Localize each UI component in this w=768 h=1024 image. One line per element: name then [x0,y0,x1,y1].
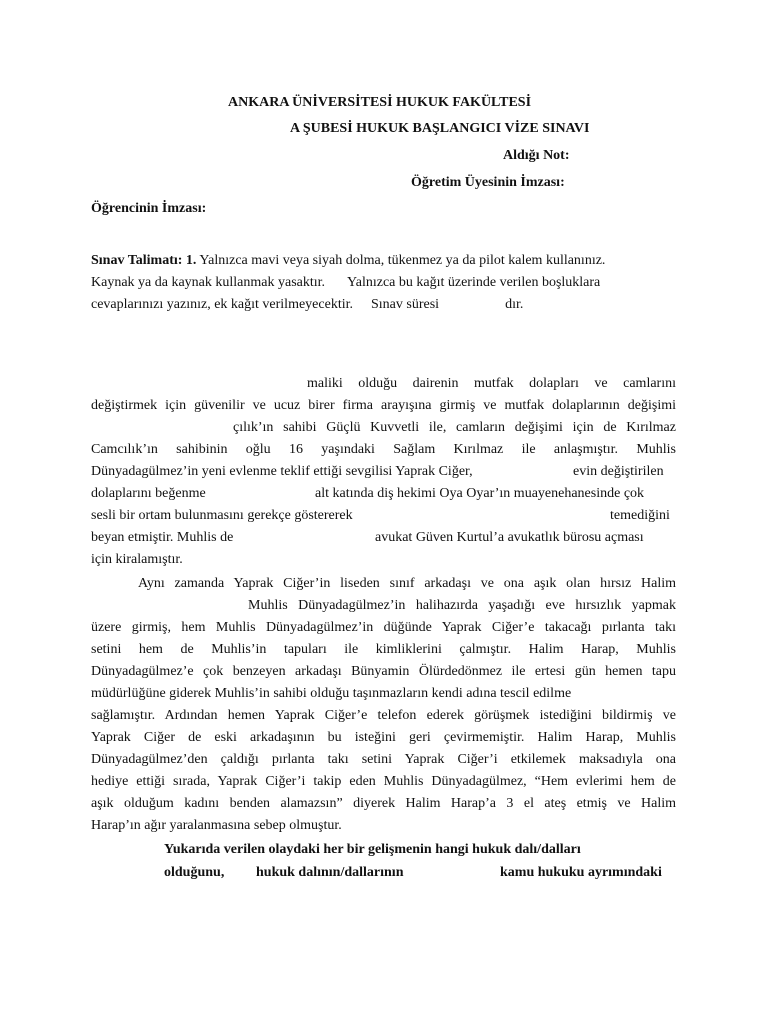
instructions-text-2a: Kaynak ya da kaynak kullanmak yasaktır. [91,275,326,290]
case-line: Harap’ın ağır yaralanmasına sebep olmuştur. [91,818,342,833]
case-line: üzere girmiş, hem Muhlis Dünyadagülmez’in düğünde Yaprak Ciğer’e takacağı pırlanta takı [91,620,676,635]
case-line: Camcılık’ın sahibinin oğlu 16 yaşındaki Sağlam Kırılmaz ile anlaşmıştır. Muhlis [91,442,676,457]
student-signature-label: Öğrencinin İmzası: [91,201,207,216]
case-line: müdürlüğüne giderek Muhlis’in sahibi olduğu taşınmazların kendi adına tescil edilme [91,686,572,701]
case-line: aşık olduğum kadını benden alamazsın” diyerek Halim Harap’a 3 el ateş etmiş ve Halim [91,796,676,811]
instructions-line-1 [91,253,605,269]
case-line: beyan etmiştir. Muhlis de [91,530,234,545]
case-line: için kiralamıştır. [91,552,183,567]
instructions-text-2b: Yalnızca bu kağıt üzerinde verilen boşluklara [347,275,601,290]
university-title: ANKARA ÜNİVERSİTESİ HUKUK FAKÜLTESİ [228,95,532,110]
case-line: Dünyadagülmez’e çok benzeyen arkadaşı Bünyamin Ölürdedönmez ile ertesi gün hemen tapu [91,664,676,679]
case-line: sesli bir ortam bulunmasını gerekçe göstererek [91,508,353,523]
case-line: Dünyadagülmez’den çaldığı pırlanta takı setini Yaprak Ciğer’i etkilemek maksadıyla ona [91,752,676,767]
case-line: setini hem de Muhlis’in tapuları ile kimliklerini çalmıştır. Halim Harap, Muhlis [91,642,676,657]
case-line: evin değiştirilen [573,464,664,479]
case-line: avukat Güven Kurtul’a avukatlık bürosu açması [375,530,644,545]
question-line-2a: olduğunu, [164,865,225,880]
question-line-2c: kamu hukuku ayrımındaki [500,865,662,880]
instructions-text-1: Yalnızca mavi veya siyah dolma, tükenmez ya da pilot kalem kullanınız. [199,253,606,268]
case-line: değiştirmek için güvenilir ve ucuz birer firma arayışına girmiş ve mutfak dolaplarının değişimi [91,398,676,413]
instructions-line-2 [91,275,600,291]
instructions-line-3 [91,297,523,313]
case-line: sağlamıştır. Ardından hemen Yaprak Ciğer’e telefon ederek görüşmek istediğini bildirmiş ve [91,708,676,723]
case-line: çılık’ın sahibi Güçlü Kuvvetli ile, camların değişimi için de Kırılmaz [233,420,676,435]
case-line: temediğini [610,508,670,523]
case-line: Yaprak Ciğer de eski arkadaşının bu isteğini geri çevirmemiştir. Halim Harap, Muhlis [91,730,676,745]
case-line: maliki olduğu dairenin mutfak dolapları ve camlarını [307,376,676,391]
instructions-label: Sınav Talimatı: 1. [91,253,197,268]
instructions-text-3c: dır. [505,297,524,312]
instructions-text-3a: cevaplarınızı yazınız, ek kağıt verilmeyecektir. [91,297,353,312]
instructions-text-3b: Sınav süresi [371,297,440,312]
case-line: Dünyadagülmez’in yeni evlenme teklif ettiği sevgilisi Yaprak Ciğer, [91,464,473,479]
grade-label: Aldığı Not: [503,148,570,163]
exam-title: A ŞUBESİ HUKUK BAŞLANGICI VİZE SINAVI [290,121,590,136]
case-line: dolaplarını beğenme [91,486,206,501]
case-line: alt katında diş hekimi Oya Oyar’ın muayenehanesinde çok [315,486,645,501]
case-line: Aynı zamanda Yaprak Ciğer’in liseden sınıf arkadaşı ve ona aşık olan hırsız Halim [138,576,676,591]
case-line: hediye ettiği sırada, Yaprak Ciğer’i takip eden Muhlis Dünyadagülmez, “Hem evlerimi hem de [91,774,676,789]
question-line-1: Yukarıda verilen olaydaki her bir gelişmenin hangi hukuk dalı/dalları [164,842,581,857]
case-line: Muhlis Dünyadagülmez’in halihazırda yaşadığı eve hırsızlık yapmak [248,598,676,613]
faculty-signature-label: Öğretim Üyesinin İmzası: [411,175,565,190]
question-line-2b: hukuk dalının/dallarının [256,865,404,880]
